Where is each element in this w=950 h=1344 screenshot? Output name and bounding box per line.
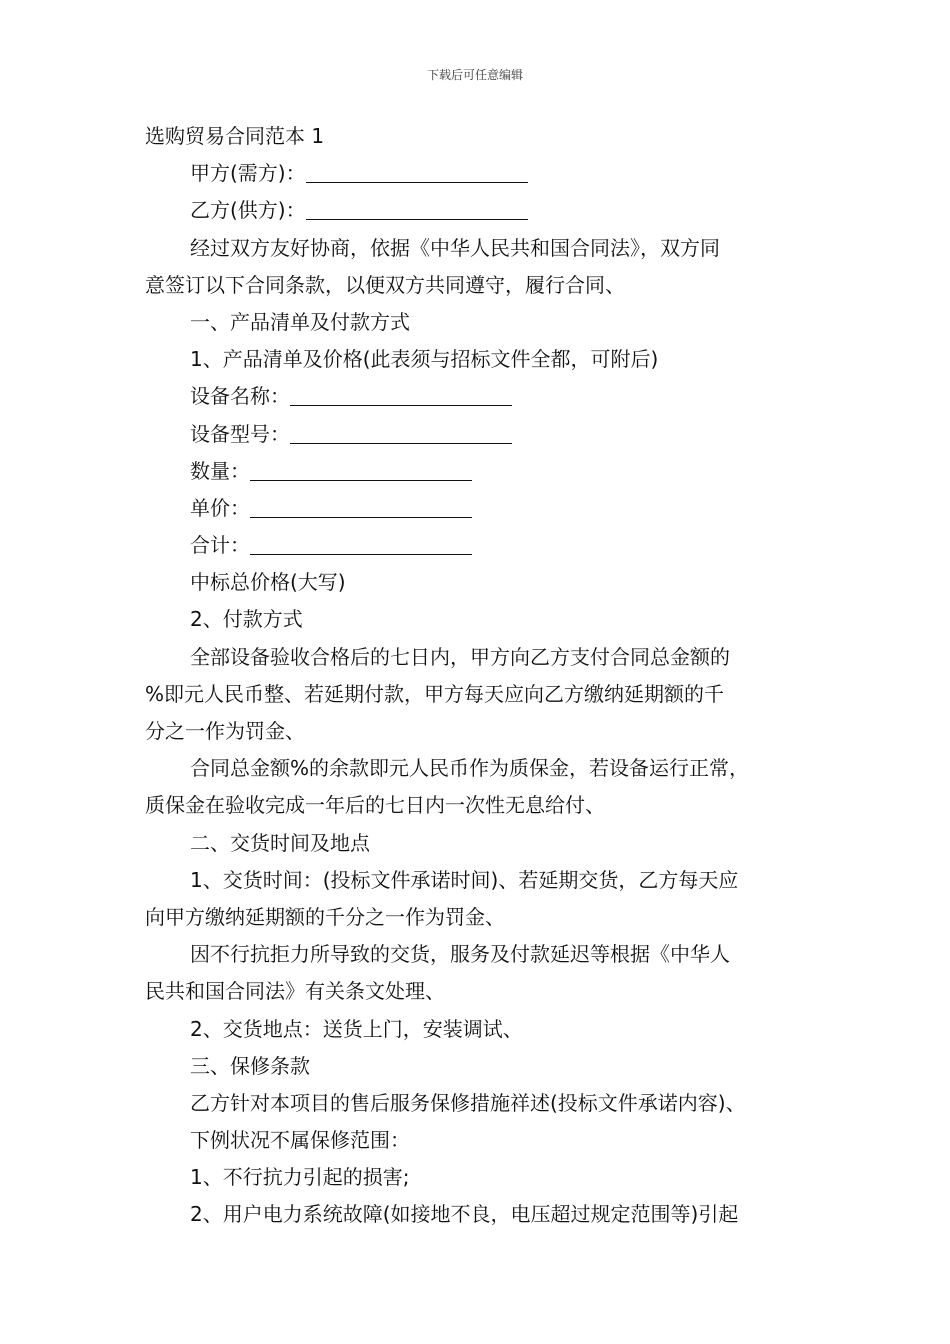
equipment-model-line: [145, 416, 810, 453]
force-majeure-line-2: 民共和国合同法》有关条文处理、: [145, 979, 445, 1004]
party-a-label: 甲方(需方)：: [190, 161, 306, 186]
exclusion-item-2: 2、用户电力系统故障(如接地不良，电压超过规定范围等)引起: [190, 1202, 739, 1227]
party-b-blank: [306, 199, 528, 220]
intro-paragraph-line-1: 经过双方友好协商，依据《中华人民共和国合同法》，双方同: [190, 235, 720, 260]
contract-body: [145, 118, 810, 1234]
bid-total-price: 中标总价格(大写): [190, 570, 346, 595]
warranty-exclusion-heading: 下例状况不属保修范围：: [190, 1128, 410, 1153]
party-b-line: [145, 192, 810, 229]
unit-price-label: 单价：: [190, 495, 250, 520]
section-1-item-1: 1、产品清单及价格(此表须与招标文件全都，可附后): [190, 347, 659, 372]
page-header-note: 下载后可任意编辑: [426, 68, 523, 82]
equipment-model-label: 设备型号：: [190, 421, 290, 446]
contract-title: 选购贸易合同范本 1: [145, 124, 325, 148]
warranty-intro: 乙方针对本项目的售后服务保修措施祥述(投标文件承诺内容)、: [190, 1090, 746, 1115]
total-label: 合计：: [190, 533, 250, 558]
equipment-name-label: 设备名称：: [190, 384, 290, 409]
unit-price-line: [145, 490, 810, 527]
section-3-heading: 三、保修条款: [190, 1053, 310, 1078]
equipment-name-blank: [290, 385, 512, 406]
total-blank: [250, 534, 472, 555]
section-1-item-2: 2、付款方式: [190, 607, 303, 632]
party-a-line: [145, 155, 810, 192]
payment-paragraph-1-line-3: 分之一作为罚金、: [145, 719, 305, 743]
force-majeure-line-1: 因不行抗拒力所导致的交货，服务及付款延迟等根据《中华人: [190, 942, 730, 967]
payment-paragraph-2-line-1: 合同总金额%的余款即元人民币作为质保金，若设备运行正常，: [190, 756, 750, 781]
section-2-heading: 二、交货时间及地点: [190, 830, 370, 855]
equipment-name-line: [145, 378, 810, 415]
payment-paragraph-2-line-2: 质保金在验收完成一年后的七日内一次性无息给付、: [145, 793, 605, 818]
total-line: [145, 527, 810, 564]
quantity-label: 数量：: [190, 458, 250, 483]
payment-paragraph-1-line-2: %即元人民币整、若延期付款，甲方每天应向乙方缴纳延期额的千: [145, 681, 725, 706]
party-b-label: 乙方(供方)：: [190, 198, 306, 223]
delivery-item-1-line-2: 向甲方缴纳延期额的千分之一作为罚金、: [145, 904, 505, 929]
section-1-heading: 一、产品清单及付款方式: [190, 309, 410, 334]
unit-price-blank: [250, 497, 472, 518]
quantity-blank: [250, 460, 472, 481]
equipment-model-blank: [290, 423, 512, 444]
quantity-line: [145, 453, 810, 490]
exclusion-item-1: 1、不行抗力引起的损害;: [190, 1165, 410, 1190]
intro-paragraph-line-2: 意签订以下合同条款，以便双方共同遵守，履行合同、: [145, 272, 625, 297]
party-a-blank: [306, 162, 528, 183]
payment-paragraph-1-line-1: 全部设备验收合格后的七日内，甲方向乙方支付合同总金额的: [190, 644, 730, 669]
delivery-item-2: 2、交货地点：送货上门，安装调试、: [190, 1016, 523, 1041]
delivery-item-1-line-1: 1、交货时间：(投标文件承诺时间)、若延期交货，乙方每天应: [190, 867, 739, 892]
